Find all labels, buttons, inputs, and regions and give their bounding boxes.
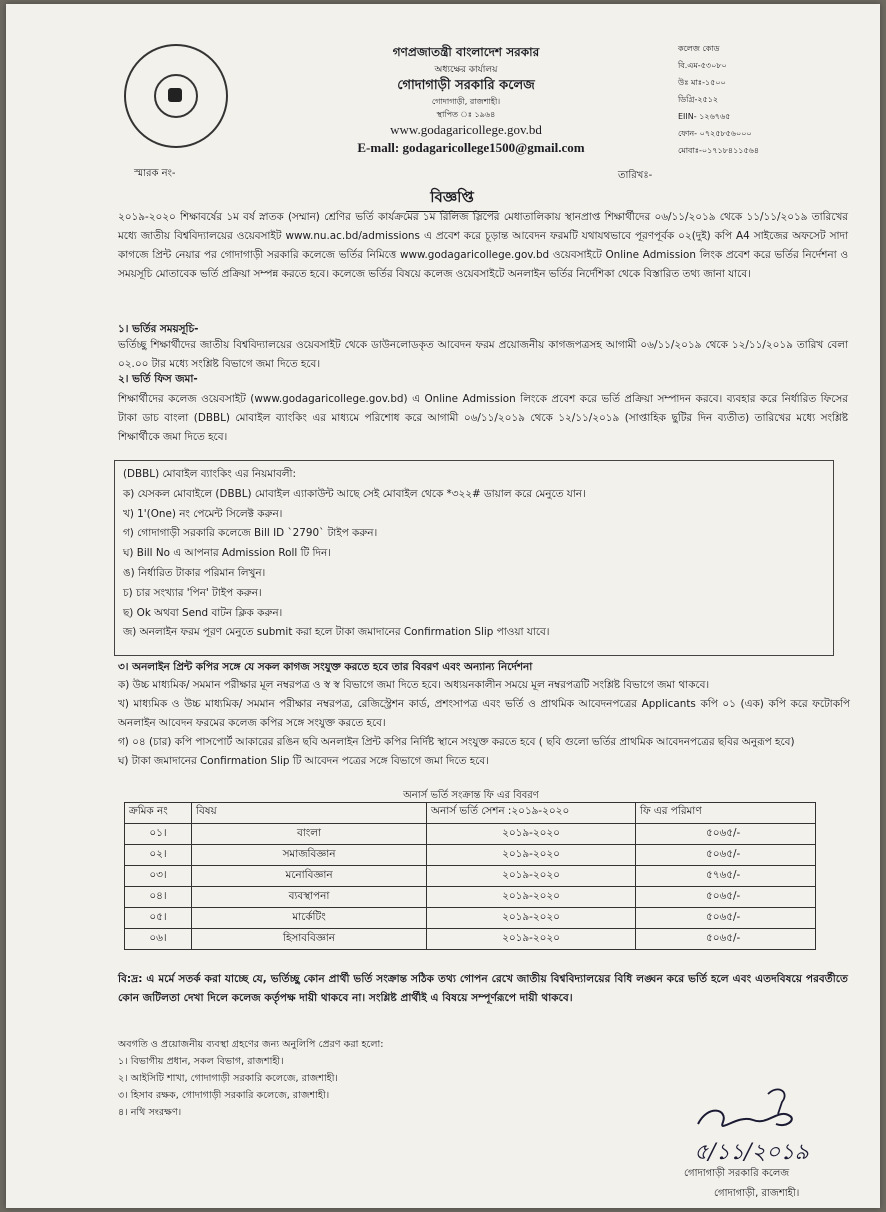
documents-item: ঘ) টাকা জমাদানের Confirmation Slip টি আবেদন পত্রের সঙ্গে বিভাগে জমা দিতে হবে। [118,755,489,767]
dbbl-rules-heading: (DBBL) মোবাইল ব্যাংকিং এর নিয়মাবলী: [123,468,297,480]
college-code-label: কলেজ কোড [678,44,720,53]
college-website: www.godagaricollege.gov.bd [390,122,542,137]
cc-item: ৩। হিসাব রক্ষক, গোদাগাড়ী সরকারি কলেজে, রাজশাহী। [118,1090,330,1101]
table-row [125,908,816,929]
intro-paragraph: ২০১৯-২০২০ শিক্ষাবর্ষের ১ম বর্ষ স্নাতক (সম্মান) শ্রেণির ভর্তি কার্যক্রমের ১ম রিলিজ স্লিপের মেধাতালিকায় স্থানপ্রাপ্ত শিক্ষার্থীদের ০৬/১১/২০১৯ থেকে ১১/১১/২০১৯ তারিখের মধ্যে জাতীয় বিশ্ববিদ্যালয়ের ওয়েবসাইট www.nu.ac.bd/admissions এ প্রবেশ করে চূড়ান্ত আবেদন ফরমটি যথাযথভাবে পূরণপূর্বক ০২(দুই) কপি A4 সাইজের অফসেট সাদা কাগজে প্রিন্ট নেয়ার পর গোদাগাড়ী সরকারি কলেজে ভর্তির নিমিত্তে www.godagaricollege.gov.bd ওয়েবসাইটে Online Admission লিংক প্রবেশ করে ভর্তির নির্দেশনা ও সময়সূচি মোতাবেক ভর্তি প্রক্রিয়া সম্পন্ন করতে হবে। কলেজে ভর্তির বিষয়ে কলেজ ওয়েবসাইটে অনলাইন ভর্তির নির্দেশিকা থেকে বিস্তারিত তথ্য জানা যাবে। [118,211,848,280]
row-serial: ০৫। [125,908,192,929]
government-name: গণপ্রজাতন্ত্রী বাংলাদেশ সরকার [392,45,540,59]
documents-item: গ) ০৪ (চার) কপি পাসপোর্ট আকারের রঙিন ছবি অনলাইন প্রিন্ট কপির নির্দিষ্ট স্থানে সংযুক্ত করতে হবে ( ছবি গুলো ভর্তির প্রাথমিক আবেদনপত্রের ছবির অনুরূপ হবে) [118,736,795,748]
dbbl-rule-item: ঘ) Bill No এ আপনার Admission Roll টি দিন। [123,547,331,560]
table-row [125,866,816,887]
signature-college-address: গোদাগাড়ী, রাজশাহী। [714,1188,800,1199]
row-session: ২০১৯-২০২০ [427,887,636,908]
schedule-heading: ১। ভর্তির সময়সূচি- [118,323,199,335]
college-codes [678,40,858,159]
college-email: E-mall: godagaricollege1500@gmail.com [357,140,585,155]
row-session: ২০১৯-২০২০ [427,929,636,950]
fee-deposit-heading: ২। ভর্তি ফিস জমা- [118,373,198,385]
row-serial: ০২। [125,845,192,866]
row-fee: ৫০৬৫/- [636,845,816,866]
phone-number: ফোন- ০৭২৫৮৫৬০০০ [678,129,752,138]
seal-emblem [168,88,182,102]
cc-item: ২। আইসিটি শাখা, গোদাগাড়ী সরকারি কলেজে, রাজশাহী। [118,1073,338,1084]
row-subject: মার্কেটিং [192,908,427,929]
row-session: ২০১৯-২০২০ [427,845,636,866]
row-fee: ৫০৬৫/- [636,908,816,929]
warning-note: বি:দ্র: এ মর্মে সতর্ক করা যাচ্ছে যে, ভর্তিচ্ছু কোন প্রার্থী ভর্তি সংক্রান্ত সঠিক তথ্য গোপন রেখে জাতীয় বিশ্ববিদ্যালয়ের বিধি লঙ্ঘন করে ভর্তি হলে এবং এতদবিষয়ে পরবর্তীতে কোন জটিলতা দেখা দিলে কলেজ কর্তৃপক্ষ দায়ী থাকবে না। সংশ্লিষ্ট প্রার্থীই এ বিষয়ে সম্পূর্ণরূপে দায়ী থাকবে। [118,973,848,1004]
row-fee: ৫০৬৫/- [636,824,816,845]
dbbl-rule-item: গ) গোদাগাড়ী সরকারি কলেজে Bill ID `2790` টাইপ করুন। [123,527,378,540]
row-serial: ০৩। [125,866,192,887]
documents-item: ক) উচ্চ মাধ্যমিক/ সমমান পরীক্ষার মূল নম্বরপত্র ও স্ব স্ব বিভাগে জমা দিতে হবে। অধ্যয়নকালীন সময়ে মূল নম্বরপত্রটি সংশ্লিষ্ট বিভাগে জমা থাকবে। [118,679,710,691]
cc-intro: অবগতি ও প্রয়োজনীয় ব্যবস্থা গ্রহণের জন্য অনুলিপি প্রেরণ করা হলো: [118,1039,384,1050]
row-session: ২০১৯-২০২০ [427,866,636,887]
row-subject: হিসাববিজ্ঞান [192,929,427,950]
dbbl-rules-box [114,460,834,656]
college-address: গোদাগাড়ী, রাজশাহী। [431,97,501,106]
cc-item: ৪। নথি সংরক্ষণ। [118,1107,182,1118]
row-fee: ৫৭৬৫/- [636,866,816,887]
office-name: অধ্যক্ষের কার্যালয় [434,65,498,75]
memo-number: স্মারক নং- [134,168,176,179]
signature-date: ৫/১১/২০১৯ [694,1140,809,1165]
row-session: ২০১৯-২০২০ [427,908,636,929]
college-seal-logo [124,44,228,148]
copy-distribution [118,1036,618,1121]
header-serial: ক্রমিক নং [125,803,192,824]
row-subject: বাংলা [192,824,427,845]
header-subject: বিষয় [192,803,427,824]
row-fee: ৫০৬৫/- [636,887,816,908]
header-fee: ফি এর পরিমাণ [636,803,816,824]
established-year: স্থাপিত ঃ ১৯৬৪ [436,110,496,119]
dbbl-rule-item: ছ) Ok অথবা Send বাটন ক্লিক করুন। [123,606,283,619]
row-subject: ব্যবস্থাপনা [192,887,427,908]
notice-title: বিজ্ঞপ্তি [406,186,498,212]
dbbl-rule-item: চ) চার সংখ্যার 'পিন' টাইপ করুন। [123,586,262,599]
header-session: অনার্স ভর্তি সেশন :২০১৯-২০২০ [427,803,636,824]
mobile-number: মোবাঃ-০১৭১৮৪১১৫৬৪ [678,146,760,155]
dbbl-rule-item: খ) 1'(One) নং পেমেন্ট সিলেক্ট করুন। [123,507,283,520]
table-row [125,887,816,908]
row-subject: সমাজবিজ্ঞান [192,845,427,866]
hsc-code: উঃ মাঃ-১৫০০ [678,78,726,87]
schedule-text: ভর্তিচ্ছু শিক্ষার্থীদের জাতীয় বিশ্ববিদ্যালয়ের ওয়েবসাইট থেকে ডাউনলোডকৃত আবেদন ফরম প্রয়োজনীয় কাগজপত্রসহ আগামী ০৬/১১/২০১৯ থেকে ১২/১১/২০১৯ তারিখ বেলা ০২.০০ টার মধ্যে সংশ্লিষ্ট বিভাগে জমা দিতে হবে। [118,339,848,370]
dbbl-rule-item: জ) অনলাইন ফরম পূরণ মেনুতে submit করা হলে টাকা জমাদানের Confirmation Slip পাওয়া যাবে। [123,626,550,639]
table-row [125,929,816,950]
documents-list [118,676,850,771]
signature-college-name: গোদাগাড়ী সরকারি কলেজ [684,1168,790,1179]
row-serial: ০৬। [125,929,192,950]
row-serial: ০৪। [125,887,192,908]
documents-item: খ) মাধ্যমিক ও উচ্চ মাধ্যমিক/ সমমান পরীক্ষার নম্বরপত্র, রেজিস্ট্রেশন কার্ড, প্রশংসাপত্র এবং ভর্তি ও প্রাথমিক আবেদনপত্রের Applicants কপি ০১ (এক) কপি করে ফটোকপি অনলাইন আবেদন ফরমের কলেজ কপির সঙ্গে সংযুক্ত করতে হবে। [118,698,850,729]
bm-code: বি.এম-৫৩০৮০ [678,61,727,70]
row-session: ২০১৯-২০২০ [427,824,636,845]
fee-deposit-text: শিক্ষার্থীদের কলেজ ওয়েবসাইট (www.godagaricollege.gov.bd) এ Online Admission লিংকে প্রবেশ করে ভর্তি প্রক্রিয়া সম্পাদন করবে। ব্যবহার করে নির্ধারিত ফিসের টাকা ডাচ বাংলা (DBBL) মোবাইল ব্যাংকিং এর মাধ্যমে পরিশোধ করে আগামী ০৬/১১/২০১৯ থেকে ১২/১১/২০১৯ (সাপ্তাহিক ছুটির দিন ব্যতীত) তারিখের মধ্যে সংশ্লিষ্ট শিক্ষার্থীকে জমা দিতে হবে। [118,393,848,443]
fee-table-header [125,803,816,824]
table-row [125,824,816,845]
table-row [125,845,816,866]
degree-code: ডিগ্রি-২৫১২ [678,95,719,104]
row-fee: ৫০৬৫/- [636,929,816,950]
documents-heading: ৩। অনলাইন প্রিন্ট কপির সঙ্গে যে সকল কাগজ সংযুক্ত করতে হবে তার বিবরণ এবং অন্যান্য নির্দেশনা [118,661,533,673]
dbbl-rule-item: ক) যেসকল মোবাইলে (DBBL) মোবাইল এ্যাকাউন্ট আছে সেই মোবাইল থেকে *৩২২# ডায়াল করে মেনুতে যান। [123,487,586,500]
row-subject: মনোবিজ্ঞান [192,866,427,887]
row-serial: ০১। [125,824,192,845]
fee-table [124,802,816,950]
notice-page [6,4,880,1208]
eiin-code: EIIN- ১২৬৭৬৫ [678,112,731,121]
seal-inner-ring [154,74,198,118]
fee-table-caption: অনার্স ভর্তি সংক্রান্ত ফি এর বিবরণ [403,790,539,801]
cc-item: ১। বিভাগীয় প্রধান, সকল বিভাগ, রাজশাহী। [118,1056,284,1067]
college-name: গোদাগাড়ী সরকারি কলেজ [397,78,535,93]
date-label: তারিখঃ- [618,170,653,181]
dbbl-rule-item: ঙ) নির্ধারিত টাকার পরিমান লিখুন। [123,566,266,579]
